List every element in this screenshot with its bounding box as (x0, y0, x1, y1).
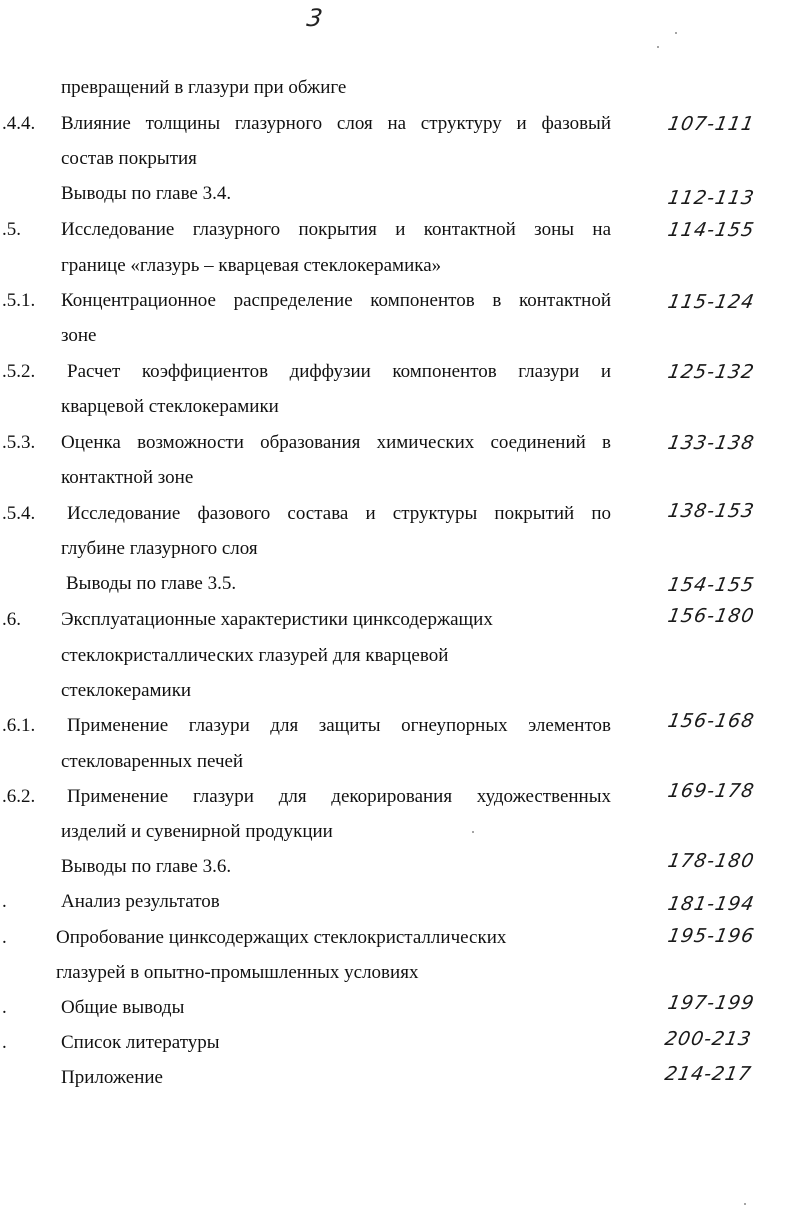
toc-entry-continuation (61, 148, 197, 170)
toc-entry-pages: 181-194 (666, 893, 757, 915)
toc-entry-text: Выводы по главе 3.5. (66, 573, 237, 594)
toc-entry-number: .6.2. (2, 786, 36, 807)
toc-entry-pages: 195-196 (666, 925, 757, 947)
toc-entry-text: Анализ результатов (61, 891, 220, 912)
toc-entry-continuation (61, 396, 279, 418)
toc-entry-continuation (61, 325, 97, 347)
toc-entry-number: .5.2. (2, 361, 36, 382)
toc-entry-continuation (56, 962, 418, 984)
toc-entry-text: Влияние толщины глазурного слоя на структуру и фазовый (61, 113, 611, 134)
toc-entry-text: границе «глазурь – кварцевая стеклокерамика» (61, 255, 442, 276)
toc-entry-text: превращений в глазури при обжиге (61, 77, 347, 98)
toc-entry-pages: 156-180 (666, 605, 757, 627)
toc-entry-text: Приложение (61, 1067, 163, 1088)
toc-entry-text: зоне (61, 325, 97, 346)
toc-entry-text: Расчет коэффициентов диффузии компонентов глазури и (67, 361, 611, 382)
toc-entry-continuation (61, 255, 441, 277)
toc-entry (61, 183, 231, 205)
toc-entry-pages: 214-217 (663, 1063, 754, 1085)
toc-entry-pages: 156-168 (666, 710, 757, 732)
toc-entry-continuation (61, 680, 191, 702)
toc-entry-number: .6.1. (2, 715, 36, 736)
toc-entry-text: Список литературы (61, 1032, 220, 1053)
toc-entry-text: Исследование фазового состава и структуры покрытий по (67, 503, 611, 524)
toc-entry-pages: 154-155 (666, 574, 757, 596)
toc-entry-pages: 115-124 (666, 291, 757, 313)
toc-entry-text: стекловаренных печей (61, 751, 244, 772)
toc-entry-pages: 112-113 (666, 187, 757, 209)
toc-entry-text: Применение глазури для защиты огнеупорных элементов (67, 715, 611, 736)
page-number: 3 (305, 4, 325, 32)
toc-entry-number: .5.3. (2, 432, 36, 453)
toc-entry-continuation (61, 538, 258, 560)
toc-entry-text: Оценка возможности образования химических соединений в (61, 432, 611, 453)
toc-entry-pages: 200-213 (663, 1028, 754, 1050)
toc-entry-pages: 138-153 (666, 500, 757, 522)
toc-entry-number: . (2, 997, 7, 1018)
toc-entry (61, 1067, 163, 1089)
scan-speck (657, 46, 659, 48)
toc-entry-pages: 125-132 (666, 361, 757, 383)
toc-entry-pages: 178-180 (666, 850, 757, 872)
toc-entry-text: Общие выводы (61, 997, 185, 1018)
toc-entry-continuation (61, 467, 193, 489)
toc-entry-continuation (61, 751, 243, 773)
toc-entry-pages: 169-178 (666, 780, 757, 802)
toc-entry-number: . (2, 927, 7, 948)
toc-entry-text: Выводы по главе 3.4. (61, 183, 232, 204)
toc-entry-text: глазурей в опытно-промышленных условиях (56, 962, 419, 983)
toc-entry-text: Концентрационное распределение компонентов в контактной (61, 290, 611, 311)
toc-entry-number: .5.1. (2, 290, 36, 311)
toc-entry-number: .4.4. (2, 113, 36, 134)
toc-entry-number: . (2, 891, 7, 912)
scan-speck (472, 831, 474, 833)
toc-entry-text: Исследование глазурного покрытия и контактной зоны на (61, 219, 611, 240)
toc-entry-pages: 133-138 (666, 432, 757, 454)
toc-entry (61, 856, 231, 878)
toc-entry-text: состав покрытия (61, 148, 197, 169)
toc-entry-text: Выводы по главе 3.6. (61, 856, 232, 877)
toc-entry-text: изделий и сувенирной продукции (61, 821, 333, 842)
toc-entry-text: глубине глазурного слоя (61, 538, 258, 559)
toc-entry-text: стеклокристаллических глазурей для кварцевой (61, 645, 449, 666)
toc-entry-text: кварцевой стеклокерамики (61, 396, 279, 417)
toc-entry-text: Опробование цинксодержащих стеклокристаллических (56, 927, 507, 948)
toc-entry-number: . (2, 1032, 7, 1053)
toc-entry (66, 573, 236, 595)
toc-entry-pages: 114-155 (666, 219, 757, 241)
toc-entry-pages: 107-111 (666, 113, 757, 135)
toc-entry-number: .5.4. (2, 503, 36, 524)
toc-entry-continuation (61, 821, 333, 843)
toc-entry-continuation (61, 645, 448, 667)
toc-entry-pages: 197-199 (666, 992, 757, 1014)
toc-entry-text: стеклокерамики (61, 680, 192, 701)
scan-speck (744, 1203, 746, 1205)
toc-entry-text: Эксплуатационные характеристики цинксодержащих (61, 609, 493, 630)
toc-entry-text: контактной зоне (61, 467, 194, 488)
toc-entry-number: .5. (2, 219, 21, 240)
scan-speck (675, 32, 677, 34)
toc-entry-number: .6. (2, 609, 21, 630)
toc-entry-text: Применение глазури для декорирования художественных (67, 786, 611, 807)
